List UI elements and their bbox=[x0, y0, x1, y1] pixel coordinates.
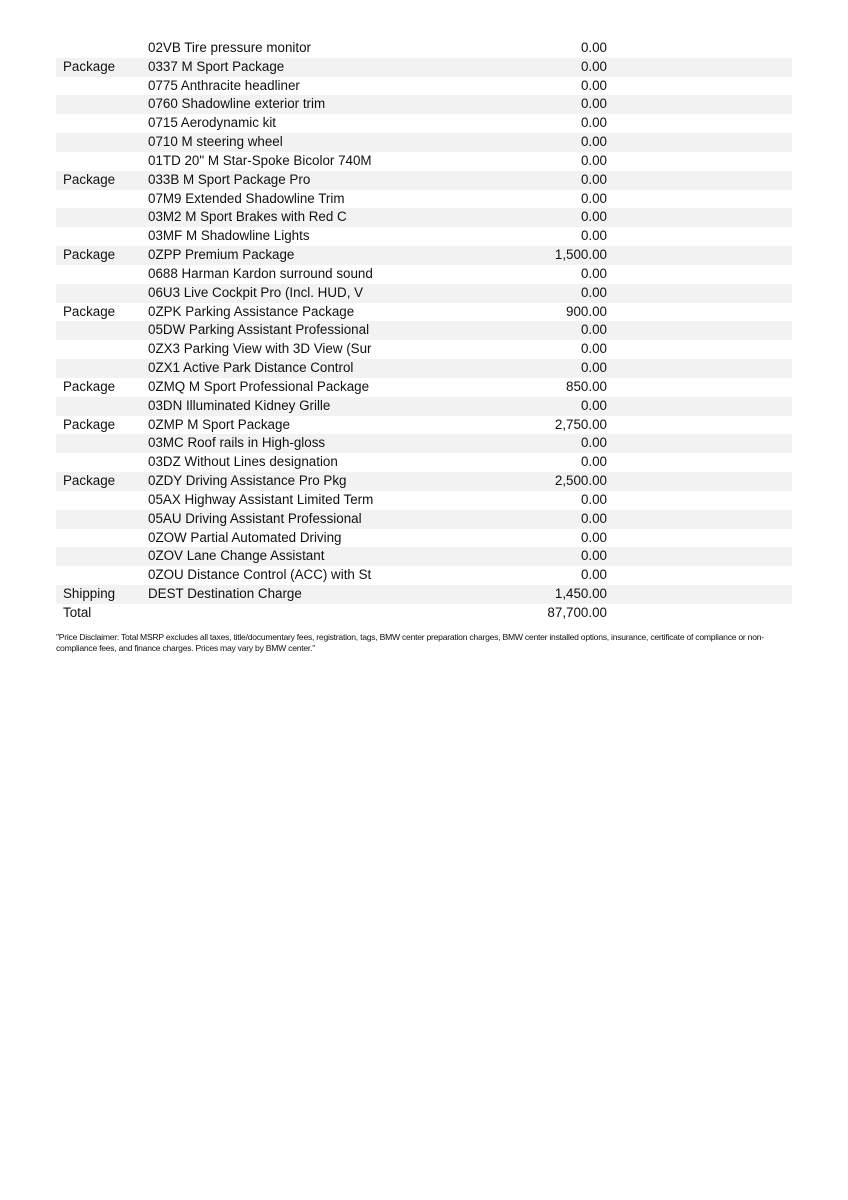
line-item-type bbox=[56, 547, 143, 566]
row-spacer bbox=[609, 604, 792, 623]
row-spacer bbox=[609, 397, 792, 416]
row-spacer bbox=[609, 208, 792, 227]
line-item-description: 0ZOU Distance Control (ACC) with St bbox=[148, 567, 372, 583]
row-spacer bbox=[609, 39, 792, 58]
line-item-type bbox=[56, 397, 143, 416]
line-item-amount: 1,450.00 bbox=[396, 585, 609, 604]
line-item-amount: 0.00 bbox=[580, 40, 607, 55]
line-item-description: 0337 M Sport Package bbox=[143, 58, 396, 77]
line-item-row bbox=[56, 340, 792, 359]
line-item-amount: 0.00 bbox=[396, 208, 609, 227]
line-item-row bbox=[56, 284, 792, 303]
line-item-type bbox=[56, 77, 143, 96]
line-item-type bbox=[56, 510, 143, 529]
row-spacer bbox=[609, 133, 792, 152]
line-item-type bbox=[56, 529, 143, 548]
line-item-amount: 0.00 bbox=[580, 491, 607, 507]
line-item-type bbox=[56, 340, 143, 359]
line-item-type bbox=[56, 284, 143, 303]
line-item-row bbox=[56, 378, 792, 397]
line-item-description: 0ZPP Premium Package bbox=[143, 246, 396, 265]
line-item-description: 05AU Driving Assistant Professional bbox=[143, 510, 396, 529]
line-item-type bbox=[56, 453, 143, 472]
line-item-description: 03MF M Shadowline Lights bbox=[148, 228, 310, 244]
row-spacer bbox=[609, 359, 792, 378]
line-item-type bbox=[56, 133, 143, 152]
price-disclaimer: "Price Disclaimer: Total MSRP excludes all taxes, title/documentary fees, registration, tags, BMW center preparation charges, BMW center installed options, insurance, certificate of compliance or non-compliance fees, and finance charges. Prices may vary by BMW center." bbox=[56, 632, 764, 653]
total-row bbox=[56, 604, 792, 623]
row-spacer bbox=[609, 434, 792, 453]
row-spacer bbox=[609, 171, 792, 190]
line-item-row bbox=[56, 114, 792, 133]
line-item-type bbox=[56, 359, 143, 378]
line-item-type bbox=[56, 208, 143, 227]
line-item-amount: 900.00 bbox=[566, 303, 607, 319]
line-item-type: Shipping bbox=[56, 585, 143, 604]
line-item-type: Package bbox=[56, 58, 143, 77]
line-item-type bbox=[56, 434, 143, 453]
line-item-type bbox=[56, 321, 143, 340]
line-item-row bbox=[56, 208, 792, 227]
line-item-row bbox=[56, 416, 792, 435]
line-item-description: 033B M Sport Package Pro bbox=[143, 171, 396, 190]
line-item-description: 07M9 Extended Shadowline Trim bbox=[148, 190, 345, 206]
row-spacer bbox=[609, 378, 792, 397]
line-item-description: 03MC Roof rails in High-gloss bbox=[143, 434, 396, 453]
line-item-row bbox=[56, 58, 792, 77]
line-item-row bbox=[56, 152, 792, 171]
line-item-description: 0ZX3 Parking View with 3D View (Sur bbox=[148, 341, 372, 357]
row-spacer bbox=[609, 95, 792, 114]
line-item-amount: 0.00 bbox=[396, 171, 609, 190]
line-item-type bbox=[56, 152, 143, 171]
line-item-description: 01TD 20" M Star-Spoke Bicolor 740M bbox=[148, 152, 372, 168]
row-spacer bbox=[609, 547, 792, 566]
line-item-amount: 0.00 bbox=[580, 454, 607, 470]
line-item-row bbox=[56, 472, 792, 491]
line-item-amount: 0.00 bbox=[396, 321, 609, 340]
line-item-type: Package bbox=[56, 171, 143, 190]
line-item-row bbox=[56, 39, 792, 58]
row-spacer bbox=[609, 566, 792, 585]
line-item-row bbox=[56, 585, 792, 604]
line-item-row bbox=[56, 190, 792, 209]
row-spacer bbox=[609, 585, 792, 604]
line-item-row bbox=[56, 303, 792, 322]
line-item-row bbox=[56, 359, 792, 378]
line-item-type bbox=[56, 265, 143, 284]
line-item-row bbox=[56, 397, 792, 416]
price-breakdown-table bbox=[56, 39, 792, 623]
line-item-row bbox=[56, 321, 792, 340]
row-spacer bbox=[609, 114, 792, 133]
line-item-description bbox=[143, 604, 396, 623]
line-item-description: 0ZOV Lane Change Assistant bbox=[143, 547, 396, 566]
line-item-row bbox=[56, 265, 792, 284]
line-item-description: 0ZMP M Sport Package bbox=[148, 416, 290, 432]
line-item-type bbox=[56, 566, 143, 585]
line-item-description: 03DZ Without Lines designation bbox=[148, 454, 338, 470]
row-spacer bbox=[609, 284, 792, 303]
line-item-amount: 2,500.00 bbox=[396, 472, 609, 491]
line-item-description: 0ZOW Partial Automated Driving bbox=[148, 529, 342, 545]
line-item-row bbox=[56, 246, 792, 265]
line-item-row bbox=[56, 95, 792, 114]
line-item-amount: 0.00 bbox=[580, 265, 607, 281]
line-item-description: 0760 Shadowline exterior trim bbox=[143, 95, 396, 114]
line-item-amount: 0.00 bbox=[396, 95, 609, 114]
line-item-type: Package bbox=[56, 472, 143, 491]
line-item-row bbox=[56, 491, 792, 510]
line-item-type: Package bbox=[63, 416, 116, 432]
row-spacer bbox=[609, 58, 792, 77]
total-amount: 87,700.00 bbox=[547, 604, 607, 620]
line-item-amount: 0.00 bbox=[396, 284, 609, 303]
row-spacer bbox=[609, 529, 792, 548]
line-item-row bbox=[56, 547, 792, 566]
line-item-description: 05DW Parking Assistant Professional bbox=[143, 321, 396, 340]
row-spacer bbox=[609, 152, 792, 171]
line-item-amount: 0.00 bbox=[396, 434, 609, 453]
row-spacer bbox=[609, 416, 792, 435]
row-spacer bbox=[609, 265, 792, 284]
line-item-row bbox=[56, 133, 792, 152]
line-item-amount: 0.00 bbox=[396, 133, 609, 152]
line-item-amount: 0.00 bbox=[396, 547, 609, 566]
row-spacer bbox=[609, 453, 792, 472]
line-item-amount: 0.00 bbox=[396, 397, 609, 416]
line-item-amount: 0.00 bbox=[580, 529, 607, 545]
line-item-row bbox=[56, 566, 792, 585]
row-spacer bbox=[609, 190, 792, 209]
line-item-description: 0715 Aerodynamic kit bbox=[148, 115, 277, 131]
line-item-description: 02VB Tire pressure monitor bbox=[148, 40, 311, 55]
line-item-amount: 0.00 bbox=[580, 341, 607, 357]
line-item-row bbox=[56, 529, 792, 548]
line-item-description: 0ZMQ M Sport Professional Package bbox=[148, 378, 370, 394]
line-item-type bbox=[56, 95, 143, 114]
line-item-amount: 850.00 bbox=[566, 378, 607, 394]
line-item-amount: 0.00 bbox=[396, 359, 609, 378]
row-spacer bbox=[609, 340, 792, 359]
line-item-row bbox=[56, 453, 792, 472]
row-spacer bbox=[609, 510, 792, 529]
line-item-type: Package bbox=[56, 246, 143, 265]
row-spacer bbox=[609, 472, 792, 491]
row-spacer bbox=[609, 77, 792, 96]
line-item-row bbox=[56, 434, 792, 453]
line-item-description: 03DN Illuminated Kidney Grille bbox=[143, 397, 396, 416]
line-item-amount: 1,500.00 bbox=[396, 246, 609, 265]
line-item-amount: 2,750.00 bbox=[554, 416, 607, 432]
row-spacer bbox=[609, 321, 792, 340]
line-item-type: Package bbox=[63, 378, 116, 394]
line-item-row bbox=[56, 227, 792, 246]
line-item-type: Package bbox=[63, 303, 116, 319]
line-item-amount: 0.00 bbox=[580, 567, 607, 583]
line-item-amount: 0.00 bbox=[580, 115, 607, 131]
line-item-row bbox=[56, 510, 792, 529]
line-item-type bbox=[56, 190, 143, 209]
line-item-amount: 0.00 bbox=[580, 190, 607, 206]
line-item-amount: 0.00 bbox=[580, 228, 607, 244]
row-spacer bbox=[609, 246, 792, 265]
line-item-type bbox=[56, 39, 143, 58]
row-spacer bbox=[609, 227, 792, 246]
price-table-body bbox=[56, 39, 792, 623]
line-item-type bbox=[56, 491, 143, 510]
row-spacer bbox=[609, 491, 792, 510]
line-item-amount: 0.00 bbox=[396, 510, 609, 529]
line-item-description: 0775 Anthracite headliner bbox=[148, 77, 300, 93]
line-item-description: 0688 Harman Kardon surround sound bbox=[148, 265, 373, 281]
line-item-amount: 0.00 bbox=[580, 77, 607, 93]
line-item-description: 06U3 Live Cockpit Pro (Incl. HUD, V bbox=[143, 284, 396, 303]
line-item-description: 0710 M steering wheel bbox=[143, 133, 396, 152]
line-item-description: 0ZDY Driving Assistance Pro Pkg bbox=[143, 472, 396, 491]
row-spacer bbox=[609, 303, 792, 322]
line-item-type bbox=[56, 227, 143, 246]
line-item-type bbox=[56, 114, 143, 133]
line-item-description: 03M2 M Sport Brakes with Red C bbox=[143, 208, 396, 227]
line-item-amount: 0.00 bbox=[396, 58, 609, 77]
line-item-row bbox=[56, 171, 792, 190]
line-item-description: DEST Destination Charge bbox=[143, 585, 396, 604]
line-item-description: 0ZX1 Active Park Distance Control bbox=[143, 359, 396, 378]
total-label: Total bbox=[63, 604, 92, 620]
line-item-description: 05AX Highway Assistant Limited Term bbox=[148, 491, 374, 507]
line-item-row bbox=[56, 77, 792, 96]
line-item-description: 0ZPK Parking Assistance Package bbox=[148, 303, 355, 319]
line-item-amount: 0.00 bbox=[580, 152, 607, 168]
